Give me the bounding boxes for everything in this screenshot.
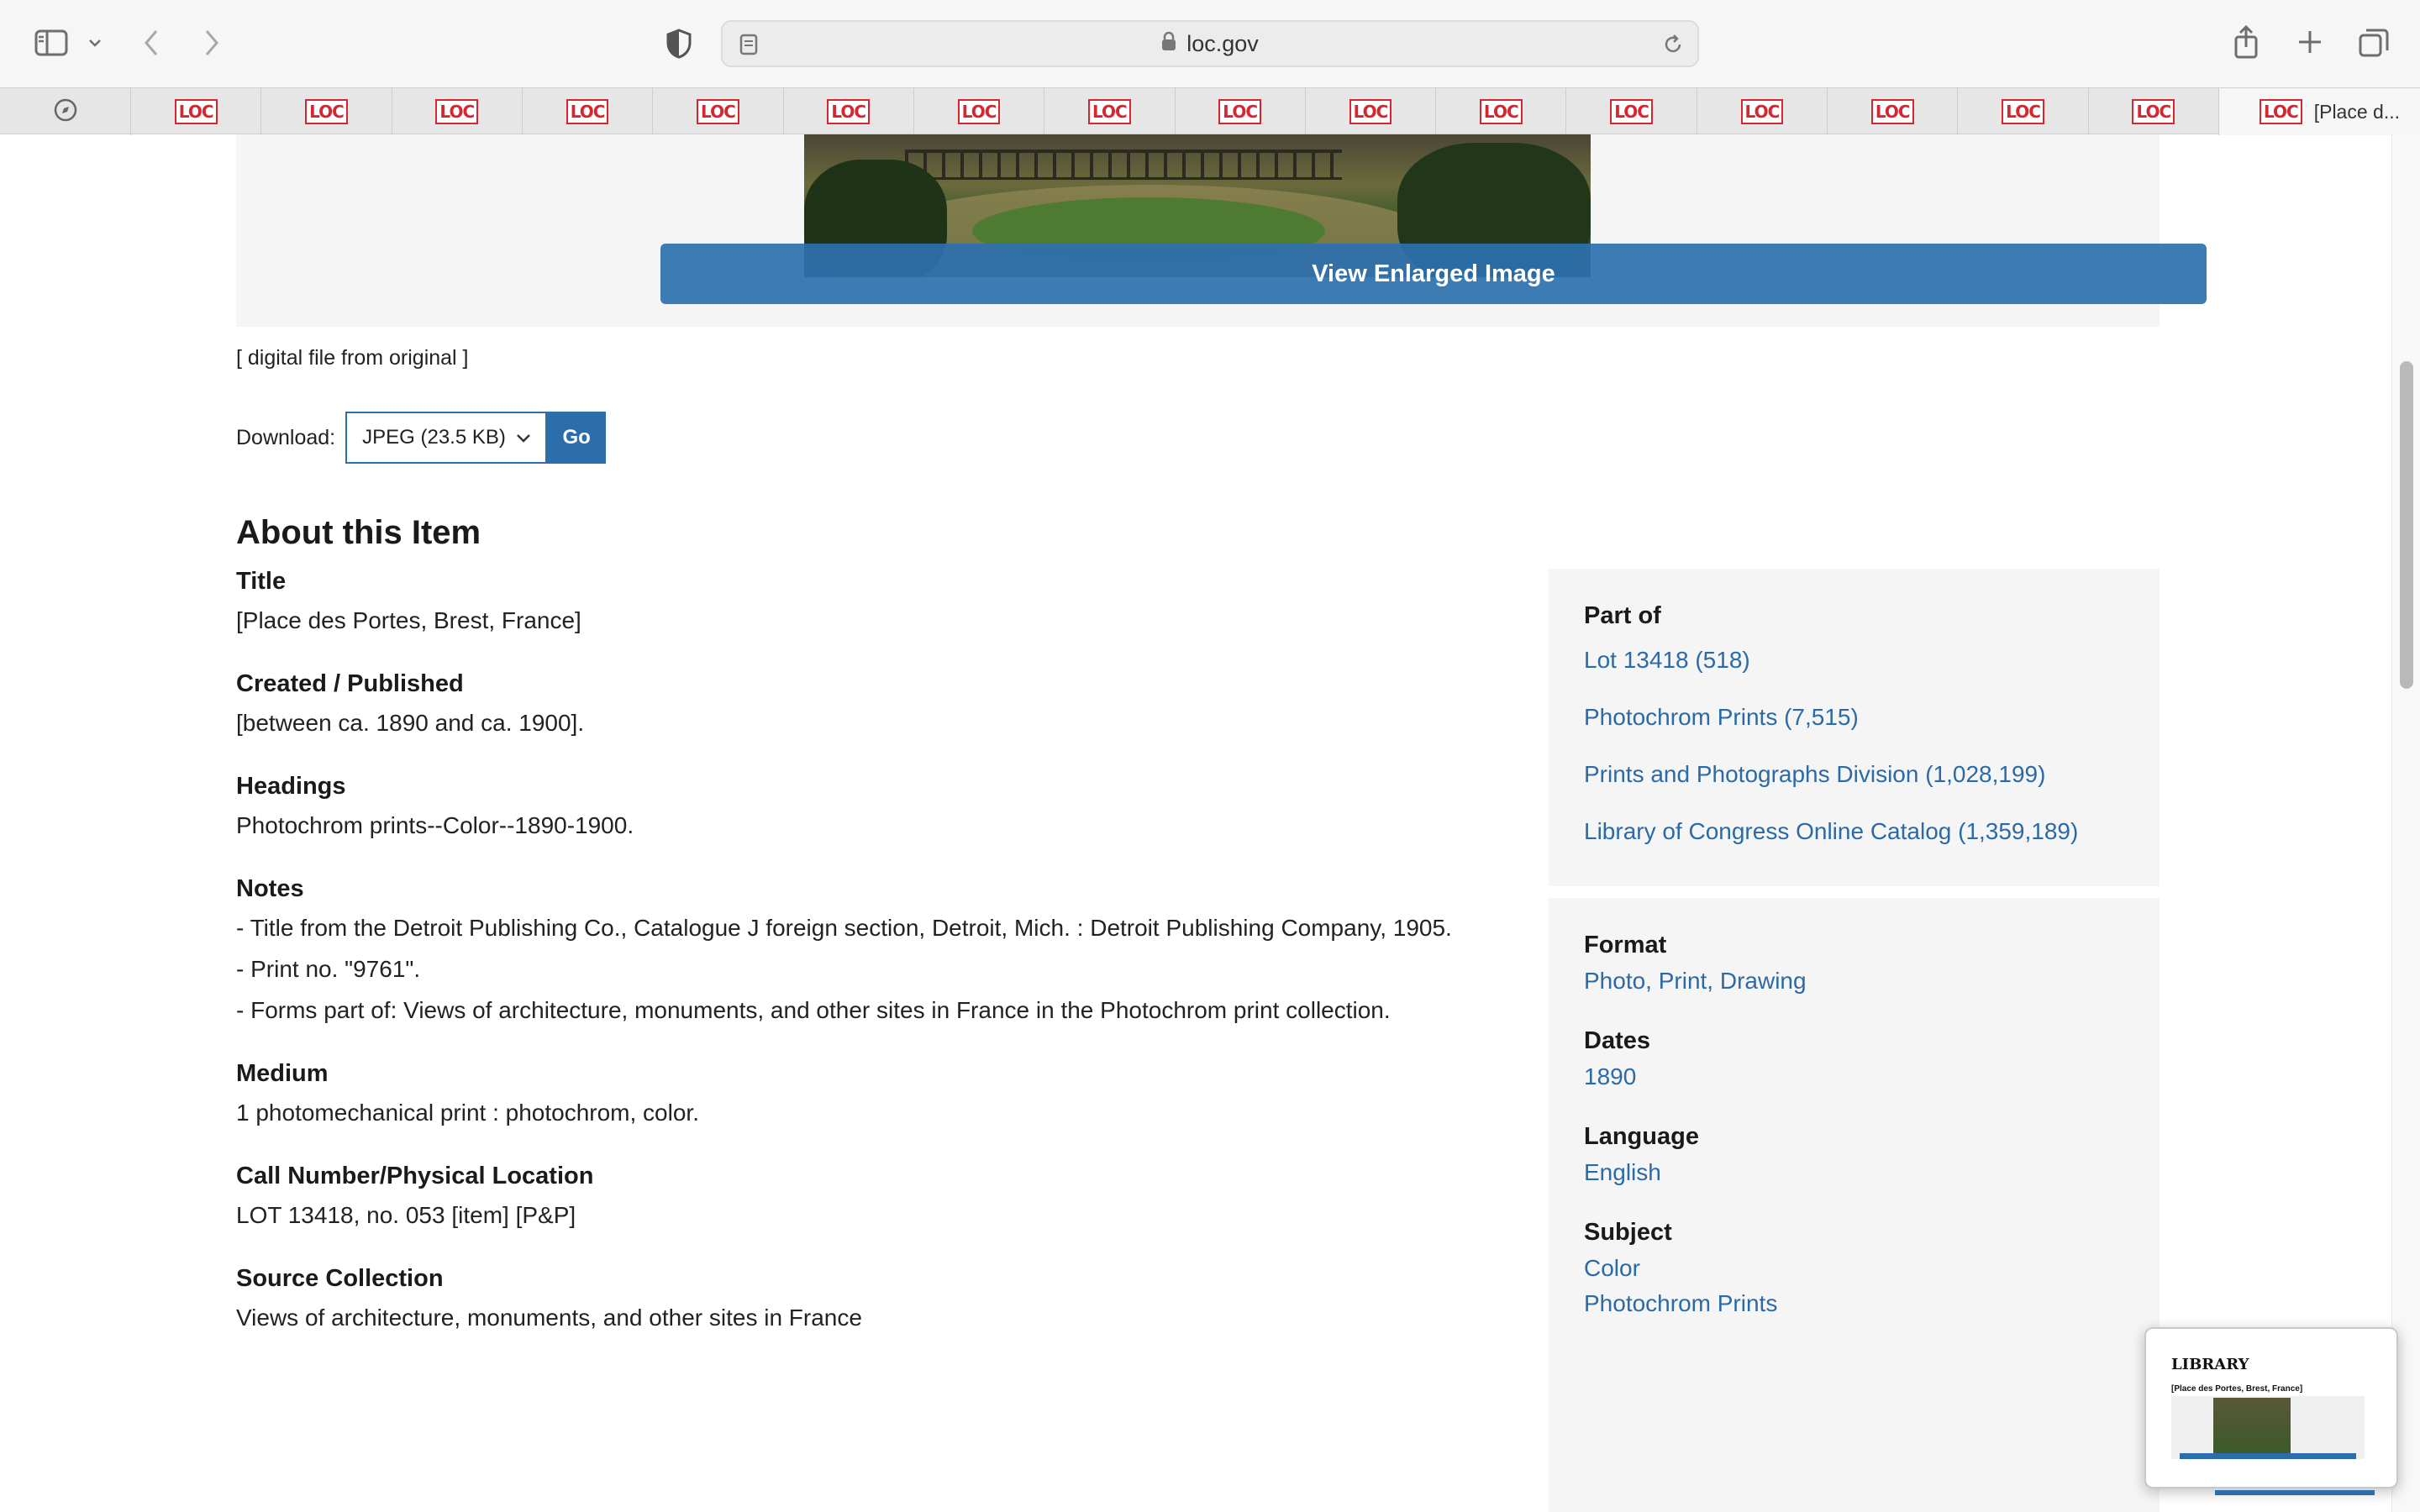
loc-favicon-icon: LOC xyxy=(175,99,218,124)
field-notes xyxy=(236,874,1497,1028)
field-label: Medium xyxy=(236,1060,329,1087)
loc-favicon-icon: LOC xyxy=(2132,99,2175,124)
tab-loc-2[interactable] xyxy=(261,88,392,135)
facet-link[interactable]: Photo, Print, Drawing xyxy=(1584,968,1807,994)
part-of-link[interactable]: Prints and Photographs Division (1,028,199) xyxy=(1584,761,2046,787)
download-go-button[interactable]: Go xyxy=(547,412,606,464)
tab-loc-15[interactable] xyxy=(1958,88,2088,135)
sidebar-toggle-icon[interactable] xyxy=(34,29,69,57)
thumbnail-image xyxy=(2213,1398,2291,1455)
image-viewer xyxy=(236,134,2160,327)
facet-link[interactable]: Photochrom Prints xyxy=(1584,1290,1778,1316)
field-label: Title xyxy=(236,568,287,595)
field-value: LOT 13418, no. 053 [item] [P&P] xyxy=(236,1202,576,1228)
address-host xyxy=(723,22,1697,66)
lock-icon xyxy=(1161,31,1176,57)
tab-loc-6[interactable] xyxy=(784,88,914,135)
thumbnail-progress-bar xyxy=(2215,1490,2375,1495)
loc-favicon-icon: LOC xyxy=(697,99,739,124)
loc-favicon-icon: LOC xyxy=(1610,99,1653,124)
compass-icon xyxy=(53,97,78,127)
part-of-link[interactable]: Lot 13418 (518) xyxy=(1584,647,1750,673)
facet-link[interactable]: English xyxy=(1584,1159,1661,1185)
facets-panel xyxy=(1549,898,2160,1512)
tab-loc-12[interactable] xyxy=(1566,88,1697,135)
facet-label: Subject xyxy=(1584,1219,1672,1246)
tab-start-page[interactable] xyxy=(0,88,131,135)
facet-dates xyxy=(1584,1026,2139,1095)
part-of-label: Part of xyxy=(1584,602,1661,629)
privacy-shield-icon[interactable] xyxy=(664,27,694,60)
facet-link[interactable]: 1890 xyxy=(1584,1063,1637,1089)
facet-format xyxy=(1584,930,2139,999)
loc-favicon-icon: LOC xyxy=(827,99,870,124)
loc-favicon-icon: LOC xyxy=(2260,99,2302,124)
address-text: loc.gov xyxy=(1186,30,1259,56)
tab-loc-10[interactable] xyxy=(1306,88,1436,135)
scrollbar-thumb[interactable] xyxy=(2400,361,2413,689)
address-bar[interactable] xyxy=(721,20,1699,67)
loc-favicon-icon: LOC xyxy=(1088,99,1131,124)
about-heading: About this Item xyxy=(236,514,481,551)
forward-icon[interactable] xyxy=(200,27,224,59)
tab-loc-14[interactable] xyxy=(1828,88,1958,135)
loc-favicon-icon: LOC xyxy=(1871,99,1914,124)
loc-favicon-icon: LOC xyxy=(1741,99,1784,124)
tab-loc-13[interactable] xyxy=(1697,88,1828,135)
thumbnail-logo: LIBRARY xyxy=(2171,1356,2249,1373)
note-item: - Print no. "9761". xyxy=(236,956,421,982)
note-item: - Title from the Detroit Publishing Co., Catalogue J foreign section, Detroit, Mich. : Detroit Publishing Company, 1905. xyxy=(236,915,1452,941)
loc-favicon-icon: LOC xyxy=(1218,99,1261,124)
tab-active[interactable] xyxy=(2219,88,2420,135)
chevron-down-icon xyxy=(515,428,532,452)
field-label: Notes xyxy=(236,875,304,902)
part-of-link[interactable]: Photochrom Prints (7,515) xyxy=(1584,704,1859,730)
tab-loc-11[interactable] xyxy=(1436,88,1566,135)
facet-label: Language xyxy=(1584,1123,1699,1150)
tab-overview-icon[interactable] xyxy=(2358,27,2390,59)
part-of-link[interactable]: Library of Congress Online Catalog (1,359,189) xyxy=(1584,818,2079,844)
scrollbar-track[interactable] xyxy=(2391,134,2420,1512)
field-label: Headings xyxy=(236,773,346,800)
field-value: Views of architecture, monuments, and other sites in France xyxy=(236,1305,862,1331)
tab-title: [Place d... xyxy=(2313,100,2400,123)
field-created xyxy=(236,669,1497,741)
field-source-collection xyxy=(236,1263,1497,1336)
tab-loc-1[interactable] xyxy=(131,88,261,135)
tab-loc-3[interactable] xyxy=(392,88,523,135)
field-value: 1 photomechanical print : photochrom, color. xyxy=(236,1100,699,1126)
download-selected-value: JPEG (23.5 KB) xyxy=(362,426,506,449)
facet-label: Dates xyxy=(1584,1027,1650,1054)
field-headings xyxy=(236,771,1497,843)
chevron-down-icon[interactable] xyxy=(84,34,106,52)
note-item: - Forms part of: Views of architecture, monuments, and other sites in France in the Photochrom print collection. xyxy=(236,997,1391,1023)
download-row xyxy=(236,412,606,464)
facet-label: Format xyxy=(1584,932,1667,958)
photo-fence-shape xyxy=(905,150,1342,180)
reload-icon[interactable] xyxy=(1660,32,1686,57)
facet-link[interactable]: Color xyxy=(1584,1255,1640,1281)
tab-loc-8[interactable] xyxy=(1044,88,1175,135)
facet-subject xyxy=(1584,1217,2139,1321)
field-call-number xyxy=(236,1161,1497,1233)
loc-favicon-icon: LOC xyxy=(566,99,609,124)
image-caption: [ digital file from original ] xyxy=(236,346,469,370)
field-value: [between ca. 1890 and ca. 1900]. xyxy=(236,710,585,736)
download-label: Download: xyxy=(236,425,336,449)
field-label: Source Collection xyxy=(236,1265,444,1292)
page-thumbnail-preview[interactable] xyxy=(2144,1327,2398,1488)
browser-toolbar xyxy=(0,0,2420,87)
part-of-panel xyxy=(1549,569,2160,886)
loc-favicon-icon: LOC xyxy=(2002,99,2044,124)
field-medium xyxy=(236,1058,1497,1131)
tab-bar xyxy=(0,87,2420,134)
thumbnail-title: [Place des Portes, Brest, France] xyxy=(2171,1384,2303,1394)
loc-favicon-icon: LOC xyxy=(435,99,478,124)
view-enlarged-image-button[interactable]: View Enlarged Image xyxy=(660,244,2207,304)
loc-favicon-icon: LOC xyxy=(1349,99,1392,124)
tab-loc-5[interactable] xyxy=(653,88,783,135)
field-value: [Place des Portes, Brest, France] xyxy=(236,607,581,633)
tab-loc-9[interactable] xyxy=(1176,88,1306,135)
new-tab-icon[interactable] xyxy=(2296,27,2324,57)
field-title xyxy=(236,566,1497,638)
item-fields xyxy=(236,566,1497,1366)
page-content xyxy=(0,134,2420,1512)
field-value: Photochrom prints--Color--1890-1900. xyxy=(236,812,634,838)
share-icon[interactable] xyxy=(2232,24,2260,60)
tab-loc-4[interactable] xyxy=(523,88,653,135)
loc-favicon-icon: LOC xyxy=(1480,99,1523,124)
back-icon[interactable] xyxy=(139,27,163,59)
field-label: Created / Published xyxy=(236,670,464,697)
tab-loc-16[interactable] xyxy=(2089,88,2219,135)
thumbnail-button xyxy=(2180,1453,2356,1459)
loc-favicon-icon: LOC xyxy=(958,99,1001,124)
facet-language xyxy=(1584,1121,2139,1190)
download-format-select[interactable] xyxy=(345,412,547,464)
loc-favicon-icon: LOC xyxy=(305,99,348,124)
field-label: Call Number/Physical Location xyxy=(236,1163,594,1189)
tab-loc-7[interactable] xyxy=(914,88,1044,135)
